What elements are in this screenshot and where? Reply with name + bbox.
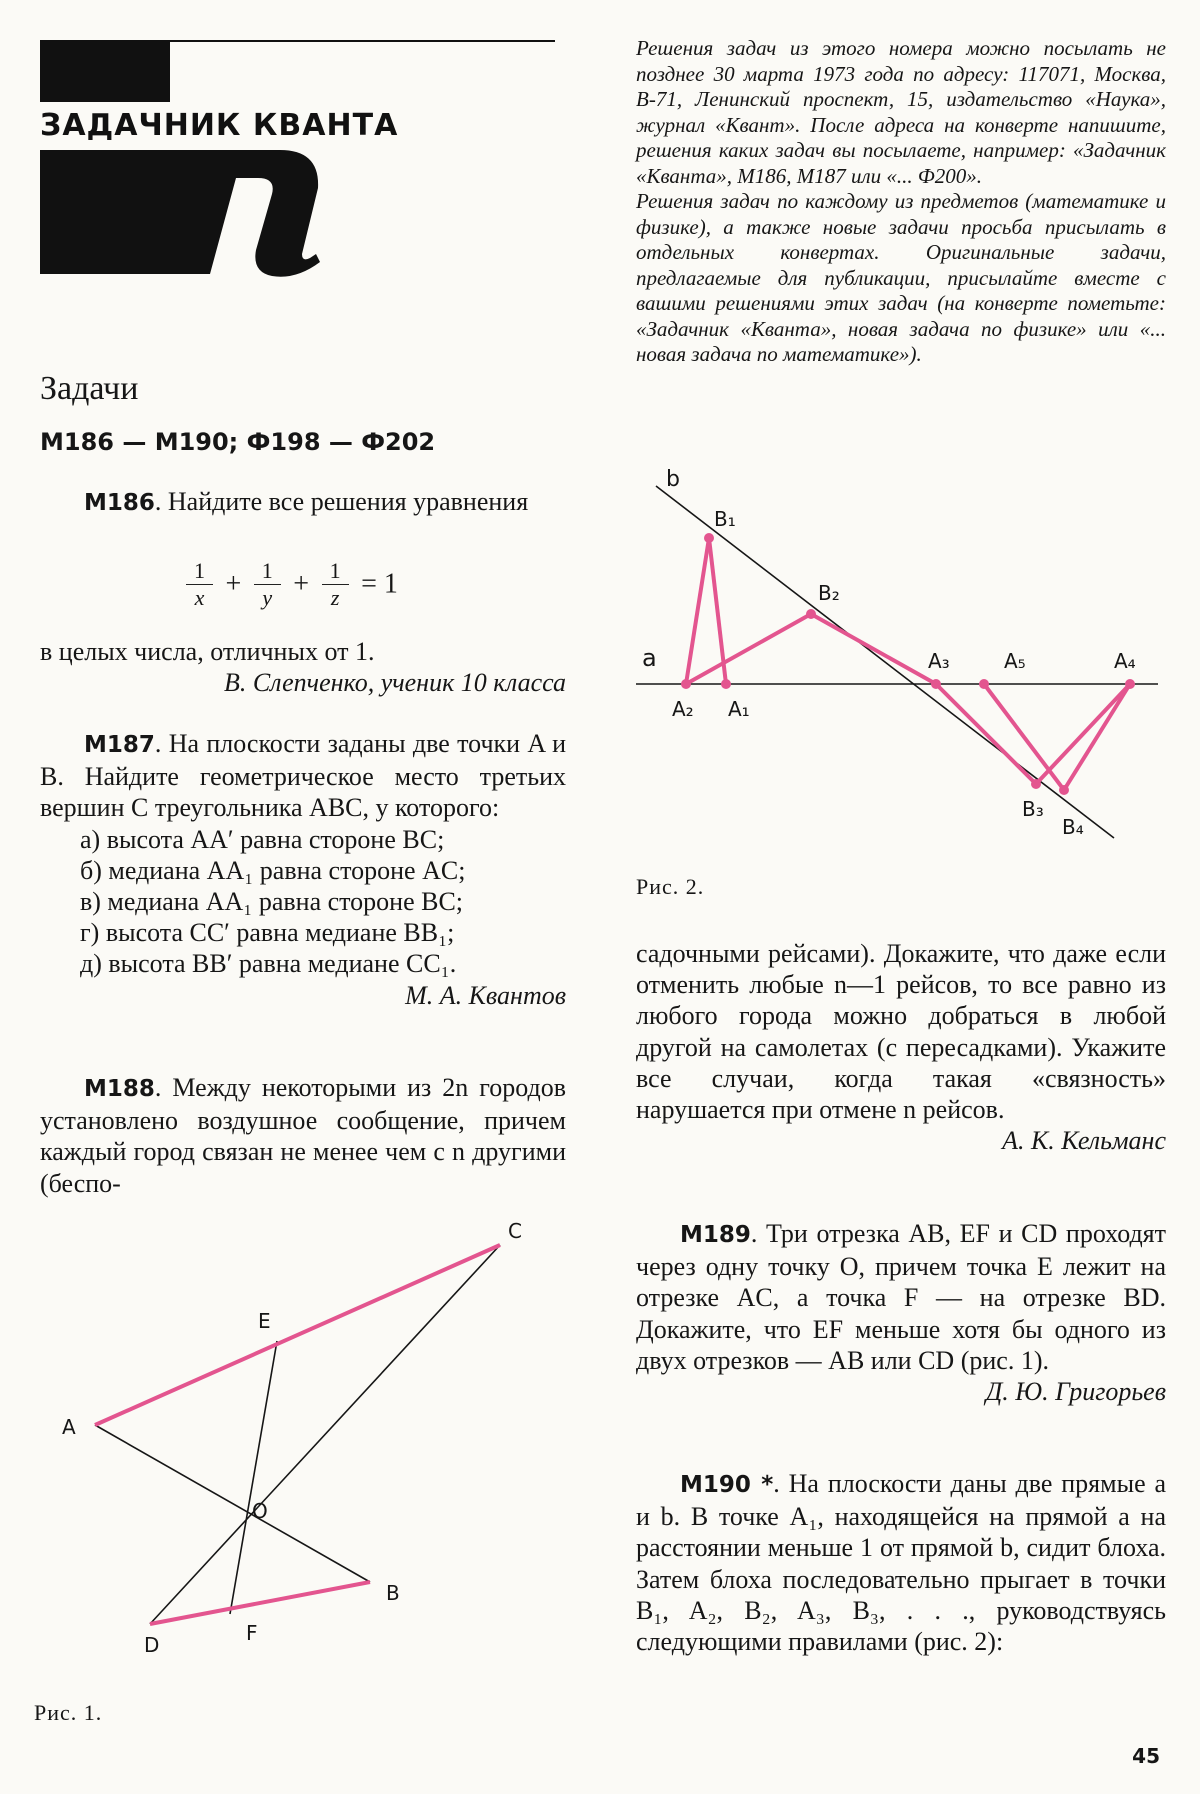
problem-author: Д. Ю. Григорьев xyxy=(985,1377,1166,1407)
list-item: в) медиана AA₁ равна стороне BC; xyxy=(80,887,464,917)
point-b4 xyxy=(1059,785,1069,795)
fraction-denominator: y xyxy=(262,585,273,610)
problem-text: . Три отрезка AB, EF и CD проходят через одну точку O, причем точка E лежит на отрезке AC, а точка F — на отрезке BD. Докажите, что EF меньше хотя бы одного из двух отрезков — AB или CD (рис. 1). xyxy=(636,1219,1166,1375)
jump-path-segment xyxy=(1064,684,1130,790)
figure-1 xyxy=(40,1210,560,1670)
point-label-b4: B₄ xyxy=(1062,815,1084,839)
fraction-denominator: z xyxy=(330,585,340,610)
fraction-denominator: x xyxy=(194,585,205,610)
point-label-d: D xyxy=(144,1633,160,1657)
problem-author: М. А. Квантов xyxy=(405,980,566,1010)
point-label-b1: B₁ xyxy=(714,507,736,531)
problem-text: . Между некоторыми из 2n городов установлено воздушное сообщение, причем каждый город связан не менее чем с n другими (беспо- xyxy=(40,1073,566,1198)
point-label-f: F xyxy=(246,1621,258,1645)
line-label-b: b xyxy=(666,468,680,492)
point-label-a2: A₂ xyxy=(672,697,694,721)
jump-path-segment xyxy=(686,538,709,684)
list-item: д) высота BB′ равна медиане CC₁. xyxy=(80,949,457,979)
point-a2 xyxy=(681,679,691,689)
rubric-rule xyxy=(170,40,555,42)
page-number: 45 xyxy=(1132,1744,1160,1768)
submission-notice xyxy=(636,36,1166,368)
problem-text: . На плоскости даны две прямые a и b. В точке A₁, находящейся на прямой a на расстоянии меньше 1 от прямой b, сидит блоха. Затем блоха последовательно прыгает в точки B₁, A₂, B₂, A₃, B₃, . . ., руководствуясь следующими правилами (рис. 2): xyxy=(636,1469,1166,1657)
problem-m186 xyxy=(40,486,566,519)
point-label-e: E xyxy=(258,1309,271,1333)
point-b1 xyxy=(704,533,714,543)
jump-path-segment xyxy=(811,614,936,684)
point-label-a3: A₃ xyxy=(928,649,950,673)
problem-text: в целых числа, отличных от 1. xyxy=(40,637,375,666)
point-label-b2: B₂ xyxy=(818,581,840,605)
point-label-a: A xyxy=(62,1415,76,1439)
point-a1 xyxy=(721,679,731,689)
line-label-a: a xyxy=(642,644,657,672)
problem-text: . Найдите все решения уравнения xyxy=(154,487,529,516)
point-b3 xyxy=(1031,779,1041,789)
point-label-b: B xyxy=(386,1581,400,1605)
problem-number: М187 xyxy=(84,732,155,758)
notice-paragraph-1: Решения задач из этого номера можно посылать не позднее 30 марта 1973 года по адресу: 117071, Москва, В-71, Ленинский проспект, 15, издательство «Наука», журнал «Квант». После адреса на конверте напишите, решения каких задач вы посылаете, например: «Задачник «Кванта», М186, М187 или «... Ф200». xyxy=(636,36,1166,188)
point-label-a5: A₅ xyxy=(1004,649,1026,673)
segment-ab xyxy=(95,1425,370,1582)
figure-2-caption: Рис. 2. xyxy=(636,874,705,899)
rubric-title: ЗАДАЧНИК КВАНТА xyxy=(40,108,399,143)
section-title: Задачи xyxy=(40,370,139,407)
problem-m187 xyxy=(40,728,566,1011)
fraction-numerator: 1 xyxy=(186,558,213,585)
problem-m188 xyxy=(40,1072,566,1199)
point-label-a4: A₄ xyxy=(1114,649,1136,673)
fraction-numerator: 1 xyxy=(322,558,349,585)
segment-ef xyxy=(230,1341,277,1614)
problem-number: М190 * xyxy=(680,1472,774,1498)
point-a5 xyxy=(979,679,989,689)
problem-text: . На плоскости заданы две точки A и B. Найдите геометрическое место третьих вершин C треугольника ABC, у которого: xyxy=(40,729,566,823)
point-label-b3: B₃ xyxy=(1022,797,1044,821)
segment-cd xyxy=(150,1245,500,1624)
point-label-c: C xyxy=(508,1219,522,1243)
problem-author: В. Слепченко, ученик 10 класса xyxy=(223,668,566,698)
point-a4 xyxy=(1125,679,1135,689)
equals-one: = 1 xyxy=(361,568,398,600)
list-item: г) высота CC′ равна медиане BB₁; xyxy=(80,918,455,948)
plus-sign: + xyxy=(293,568,310,600)
problem-text: садочными рейсами). Докажите, что даже если отменить любые n—1 рейсов, то все равно из любого города можно добраться в любой другой на самолетах (с пересадками). Укажите все случаи, когда такая «связность» нарушается при отмене n рейсов. xyxy=(636,939,1166,1125)
figure-2 xyxy=(636,468,1166,858)
point-a3 xyxy=(931,679,941,689)
problem-m188-continued xyxy=(636,938,1166,1156)
list-item: а) высота AA′ равна стороне BC; xyxy=(80,824,445,854)
rubric-logo-n-icon xyxy=(40,150,320,280)
problem-m190 xyxy=(636,1468,1166,1657)
plus-sign: + xyxy=(225,568,242,600)
problem-number: М188 xyxy=(84,1076,155,1102)
point-label-a1: A₁ xyxy=(728,697,750,721)
segment-ac-highlight xyxy=(95,1245,500,1425)
problem-m186-tail xyxy=(40,636,566,698)
figure-1-caption: Рис. 1. xyxy=(34,1700,103,1725)
equation xyxy=(180,558,398,611)
rubric-logo-block xyxy=(40,40,170,102)
jump-path-segment xyxy=(686,614,811,684)
problem-number: М189 xyxy=(680,1222,751,1248)
problem-number: М186 xyxy=(84,490,155,516)
list-item: б) медиана AA₁ равна стороне AC; xyxy=(80,855,466,885)
notice-paragraph-2: Решения задач по каждому из предметов (математике и физике), а также новые задачи просьба присылать в отдельных конвертах. Оригинальные задачи, предлагаемые для публикации, присылайте вместе с вашими решениями этих задач (на конверте пометьте: «Задачник «Кванта», новая задача по физике» или «... новая задача по математике»). xyxy=(636,189,1166,366)
problem-m189 xyxy=(636,1218,1166,1407)
conditions-list xyxy=(80,824,566,980)
problem-author: А. К. Кельманс xyxy=(1002,1126,1166,1156)
point-label-o: O xyxy=(252,1499,268,1523)
fraction-numerator: 1 xyxy=(254,558,281,585)
point-b2 xyxy=(806,609,816,619)
section-subtitle: М186 — М190; Ф198 — Ф202 xyxy=(40,428,436,456)
